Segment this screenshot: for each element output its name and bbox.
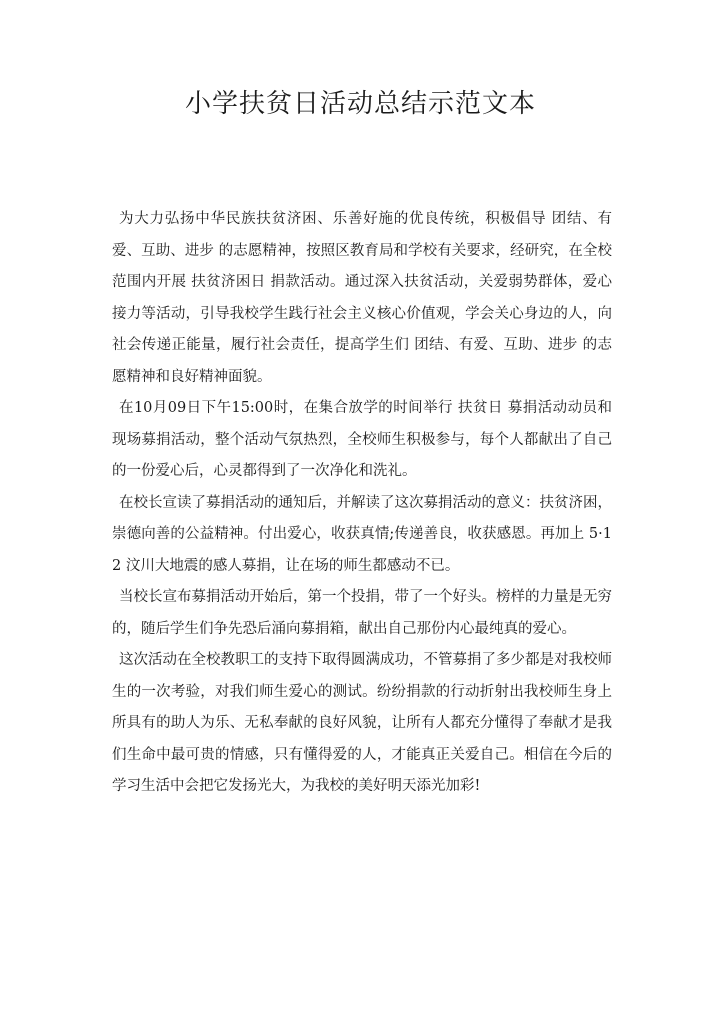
- paragraph-3: 在校长宣读了募捐活动的通知后，并解读了这次募捐活动的意义：扶贫济困，崇德向善的公益精神。付出爱心，收获真情;传递善良，收获感恩。再加上 5·12 汶川大地震的感人募捐，让在场的师生都感动不已。: [112, 494, 612, 574]
- document-title: 小学扶贫日活动总结示范文本: [184, 89, 536, 119]
- paragraph-1: 为大力弘扬中华民族扶贫济困、乐善好施的优良传统，积极倡导 团结、有爱、互助、进步 的志愿精神，按照区教育局和学校有关要求，经研究，在全校范围内开展 扶贫济困日 捐款活动。通过深入扶贫活动，关爱弱势群体，爱心接力等活动，引导我校学生践行社会主义核心价值观，学会关心身边的人，向社会传递正能量，履行社会责任，提高学生们 团结、有爱、互助、进步 的志愿精神和良好精神面貌。: [112, 211, 612, 385]
- paragraph-5: 这次活动在全校教职工的支持下取得圆满成功，不管募捐了多少都是对我校师生的一次考验，对我们师生爱心的测试。纷纷捐款的行动折射出我校师生身上所具有的助人为乐、无私奉献的良好风貌，让所有人都充分懂得了奉献才是我们生命中最可贵的情感，只有懂得爱的人，才能真正关爱自己。相信在今后的学习生活中会把它发扬光大，为我校的美好明天添光加彩!: [112, 652, 612, 794]
- paragraph-4: 当校长宣布募捐活动开始后，第一个投捐，带了一个好头。榜样的力量是无穷的，随后学生们争先恐后涌向募捐箱，献出自己那份内心最纯真的爱心。: [112, 589, 612, 637]
- document-body: [112, 204, 612, 803]
- paragraph-2: 在10月09日下午15:00时，在集合放学的时间举行 扶贫日 募捐活动动员和现场募捐活动，整个活动气氛热烈，全校师生积极参与，每个人都献出了自己的一份爱心后，心灵都得到了一次净化和洗礼。: [112, 400, 612, 479]
